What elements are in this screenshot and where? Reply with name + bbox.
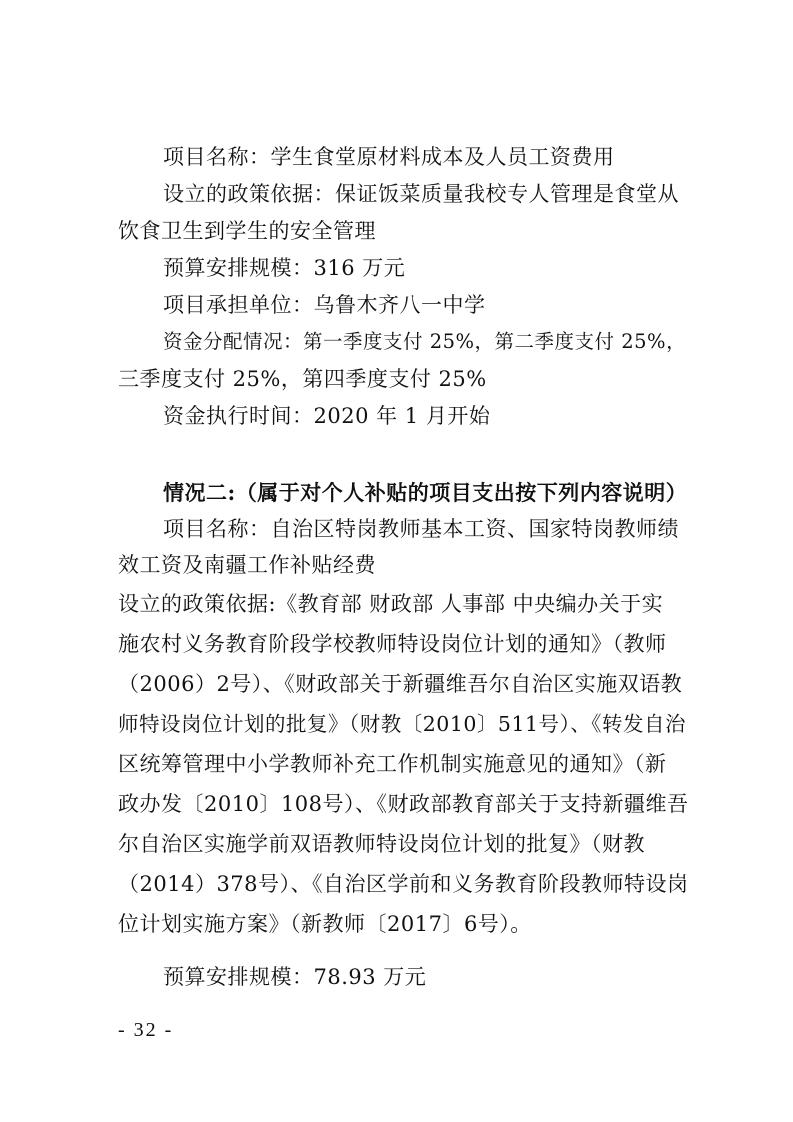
s2-policy-line: 政办发〔2010〕108号）、《财政部教育部关于支持新疆维吾 <box>118 792 689 816</box>
s2-project-name-line2: 效工资及南疆工作补贴经费 <box>118 553 376 577</box>
s2-policy-line: 师特设岗位计划的批复》（财教〔2010〕511号）、《转发自治 <box>118 712 687 736</box>
s1-allocation-line1: 资金分配情况：第一季度支付 25%，第二季度支付 25%， <box>163 330 687 353</box>
page-number: - 32 - <box>118 1019 174 1041</box>
s2-policy-line: （2014）378号）、《自治区学前和义务教育阶段教师特设岗 <box>118 872 689 896</box>
s2-policy-line: 尔自治区实施学前双语教师特设岗位计划的批复》（财教 <box>118 832 645 856</box>
s1-policy-line2: 饮食卫生到学生的安全管理 <box>118 219 376 243</box>
s2-policy-line: （2006）2号）、《财政部关于新疆维吾尔自治区实施双语教 <box>118 672 683 696</box>
s2-policy-line: 设立的政策依据:《教育部 财政部 人事部 中央编办关于实 <box>118 592 664 616</box>
s1-policy-line1: 设立的政策依据：保证饭菜质量我校专人管理是食堂从 <box>163 182 679 206</box>
s2-heading: 情况二:（属于对个人补贴的项目支出按下列内容说明） <box>163 480 688 505</box>
s2-project-name-line1: 项目名称：自治区特岗教师基本工资、国家特岗教师绩 <box>163 517 679 541</box>
s1-budget: 预算安排规模：316 万元 <box>163 256 406 280</box>
s2-policy-line: 位计划实施方案》（新教师〔2017〕6号）。 <box>118 912 532 936</box>
s1-unit: 项目承担单位：乌鲁木齐八一中学 <box>163 293 486 317</box>
s1-allocation-line2: 三季度支付 25%，第四季度支付 25% <box>118 367 487 391</box>
s2-policy-line: 施农村义务教育阶段学校教师特设岗位计划的通知》（教师 <box>118 632 667 656</box>
s2-budget: 预算安排规模：78.93 万元 <box>163 965 427 989</box>
s2-policy-line: 区统筹管理中小学教师补充工作机制实施意见的通知》（新 <box>118 752 667 776</box>
s1-exec-time: 资金执行时间：2020 年 1 月开始 <box>163 404 491 428</box>
s1-project-name: 项目名称：学生食堂原材料成本及人员工资费用 <box>163 145 615 169</box>
